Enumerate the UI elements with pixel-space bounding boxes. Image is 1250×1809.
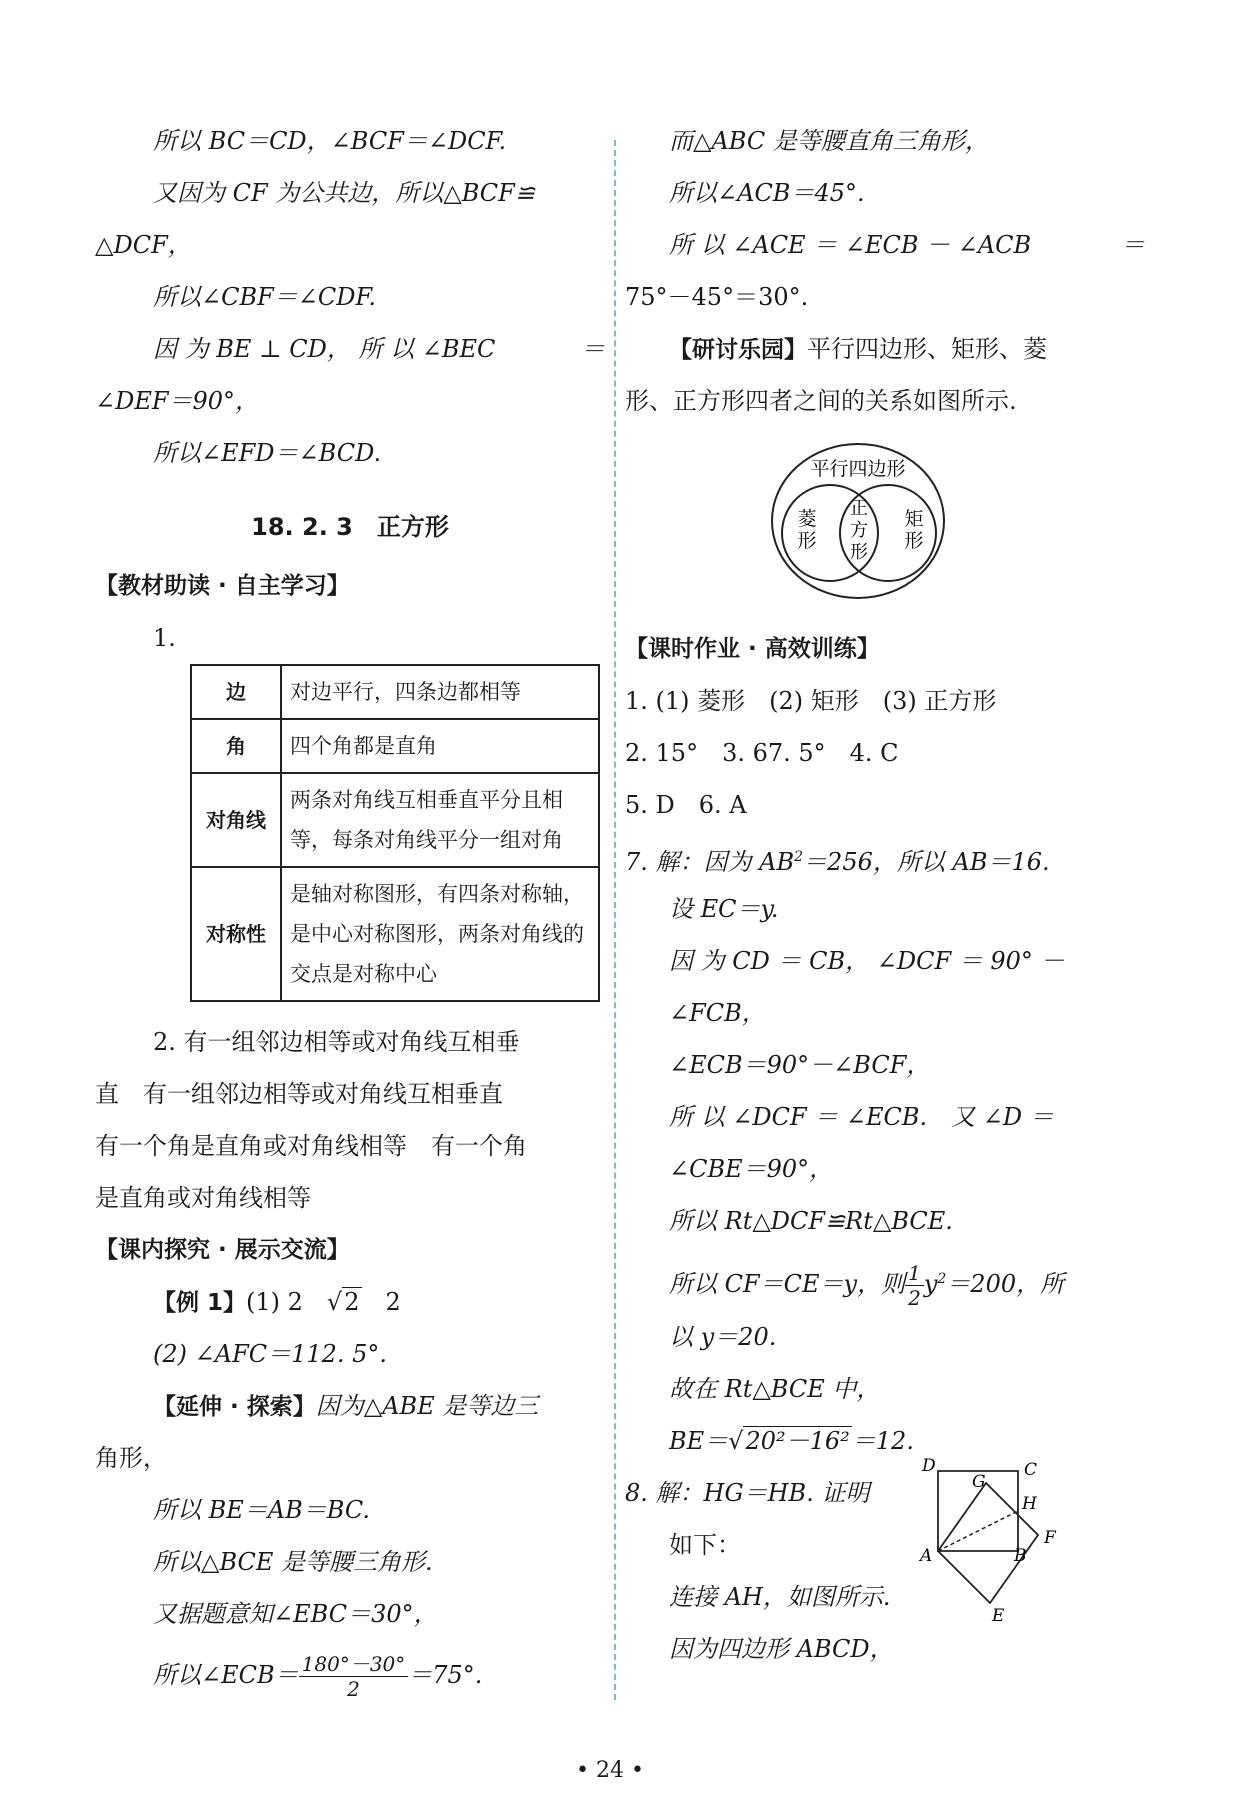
answer-line [625,831,1145,883]
text-line: 所以∠CBF＝∠CDF. [153,283,377,311]
text-line: 2. 有一组邻边相等或对角线互相垂 [153,1028,520,1056]
text-segment: ＝12. [851,1427,914,1455]
table-header-cell: 对称性 [191,867,281,1001]
text-line: 而△ABC 是等腰直角三角形， [669,127,989,155]
sqrt-value: 20²－16² [745,1427,850,1455]
table-header-cell: 角 [191,719,281,773]
square-geometry-figure [910,1457,1070,1627]
text-segment: BE＝ [669,1427,729,1455]
question-8 [625,1457,1145,1663]
text-segment: y [923,1270,938,1298]
text-line: 所以∠ACB＝45°. [669,179,865,207]
table-header-cell: 边 [191,665,281,719]
text-line: 75°－45°＝30°. [625,283,809,311]
text-line: 形、正方形四者之间的关系如图所示. [625,387,1017,415]
label-e: E [992,1606,1005,1626]
text-line: 又因为 CF 为公共边，所以△BCF≌ [153,179,535,207]
sqrt-value: 2 [344,1288,360,1316]
answer-line: 8. 解：HG＝HB. 证明 [625,1479,870,1507]
text-segment: 所以 CF＝CE＝y，则 [669,1270,906,1298]
text-line: 所以 BC＝CD，∠BCF＝∠DCF. [153,127,507,155]
text-segment: 7. 解：因为 AB [625,848,795,876]
text-line: △DCF， [95,231,192,259]
discussion-line [625,323,1145,375]
table-row [191,719,599,773]
venn-left-label: 菱 [797,508,817,530]
label-d: D [922,1457,936,1476]
square-properties-table [190,664,600,1002]
answer-line: 连接 AH，如图所示. [669,1583,891,1611]
table-cell: 两条对角线互相垂直平分且相等，每条对角线平分一组对角 [281,773,599,867]
fraction-line [95,1640,605,1710]
answer-line: 如下： [669,1531,741,1559]
superscript: 2 [794,849,804,865]
text-line: ∠DEF＝90°， [95,387,260,415]
text-segment: ＝ [581,335,605,363]
venn-center-label: 正 [850,498,868,519]
answer-line: 5. D 6. A [625,791,747,819]
section-heading-homework: 【课时作业 · 高效训练】 [625,636,880,662]
table-row [191,665,599,719]
quadrilateral-venn-diagram [770,441,950,601]
text-line [95,323,605,375]
label-f: F [1044,1528,1056,1548]
text-line: 是直角或对角线相等 [95,1184,311,1212]
text-line [625,219,1145,271]
venn-right-label: 矩 [904,508,924,530]
example-label: 【例 1】 [153,1290,247,1316]
text-segment: 所 以 ∠ACE ＝ ∠ECB － ∠ACB [669,231,1032,259]
label-h: H [1022,1494,1037,1514]
text-line: 直 有一组邻边相等或对角线互相垂直 [95,1080,503,1108]
text-segment: 平行四边形、矩形、菱 [807,335,1047,363]
discussion-label: 【研讨乐园】 [669,337,807,363]
dashed-line-ah [938,1511,1018,1551]
fraction-denominator: 2 [908,1286,921,1310]
text-line: 所以 BE＝AB＝BC. [153,1496,370,1524]
venn-right-label: 形 [904,530,924,552]
superscript: 2 [937,1271,947,1287]
text-segment: ＝ [1121,231,1145,259]
venn-left-label: 形 [797,530,817,552]
answer-line: 因 为 CD ＝ CB， ∠DCF ＝ 90° － [669,947,1065,975]
right-column [625,115,1145,1663]
fraction-numerator: 180°－30° [299,1652,409,1677]
answer-line: ∠ECB＝90°－∠BCF， [669,1051,931,1079]
extension-label: 【延伸 · 探索】 [153,1394,316,1420]
left-column [95,115,605,1710]
fraction [299,1652,409,1701]
text-line: (2) ∠AFC＝112. 5°. [153,1340,388,1368]
answer-line: BE＝√20²－16²＝12. [669,1427,914,1455]
venn-center-label: 方 [850,520,868,541]
fraction [905,1261,924,1310]
page-number: • 24 • [576,1758,644,1783]
text-line: 有一个角是直角或对角线相等 有一个角 [95,1132,527,1160]
answer-line: 因为四边形 ABCD， [669,1635,894,1663]
section-heading-explore: 【课内探究 · 展示交流】 [95,1237,350,1263]
column-divider [614,140,616,1700]
text-segment: 因为△ABE 是等边三 [315,1392,539,1420]
label-b: B [1014,1546,1027,1566]
text-line: 角形， [95,1444,167,1472]
table-row [191,773,599,867]
table-row [191,867,599,1001]
answer-line: 设 EC＝y. [669,895,779,923]
text-line: 所以△BCE 是等腰三角形. [153,1548,433,1576]
text-segment: 因 为 BE ⊥ CD， 所 以 ∠BEC [153,335,496,363]
table-cell: 对边平行，四条边都相等 [281,665,599,719]
answer-line: 故在 Rt△BCE 中， [669,1375,881,1403]
venn-outer-label: 平行四边形 [810,458,906,480]
answer-line [625,1247,1145,1311]
text-segment: ＝200，所 [946,1270,1065,1298]
answer-line: ∠FCB， [669,999,766,1027]
text-segment: ＝256，所以 AB＝16. [803,848,1050,876]
text-segment: (1) 2 [246,1288,327,1316]
label-a: A [920,1546,933,1566]
text-segment: ＝75°. [408,1661,483,1689]
label-g: G [972,1472,986,1492]
question-number: 1. [153,624,176,652]
table-cell: 四个角都是直角 [281,719,599,773]
answer-line: 所 以 ∠DCF ＝ ∠ECB. 又 ∠D ＝ [669,1103,1054,1131]
fraction-denominator: 2 [347,1677,360,1701]
answer-line: 以 y＝20. [669,1323,777,1351]
section-title: 18. 2. 3 正方形 [251,513,449,541]
answer-line: 2. 15° 3. 67. 5° 4. C [625,739,899,767]
venn-center-label: 形 [850,542,868,563]
answer-line: ∠CBE＝90°， [669,1155,834,1183]
answer-line: 所以 Rt△DCF≌Rt△BCE. [669,1207,953,1235]
extension-line [95,1380,605,1432]
section-heading-study: 【教材助读 · 自主学习】 [95,573,350,599]
text-line: 又据题意知∠EBC＝30°， [153,1600,438,1628]
text-segment: 所以∠ECB＝ [153,1661,299,1689]
label-c: C [1024,1460,1038,1480]
table-cell: 是轴对称图形，有四条对称轴，是中心对称图形，两条对角线的交点是对称中心 [281,867,599,1001]
answer-line: 1. (1) 菱形 (2) 矩形 (3) 正方形 [625,687,997,715]
fraction-numerator: 1 [905,1261,924,1286]
example-1-line: 【例 1】(1) 2 √2 2 [153,1288,401,1316]
text-segment: 2 [361,1288,401,1316]
table-header-cell: 对角线 [191,773,281,867]
text-line: 所以∠EFD＝∠BCD. [153,439,382,467]
